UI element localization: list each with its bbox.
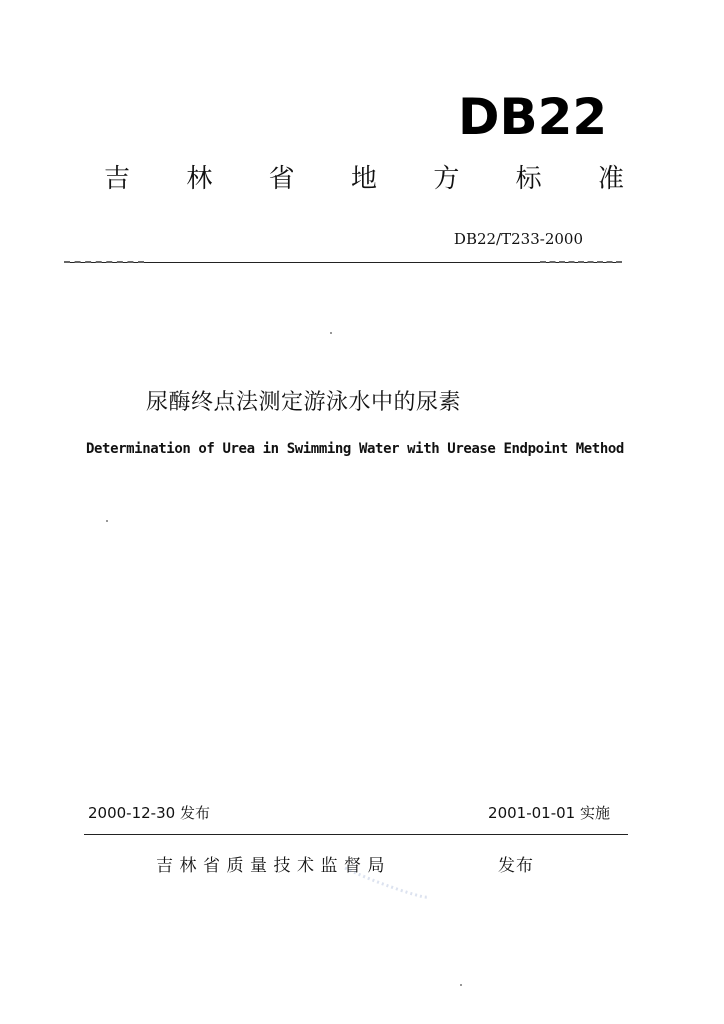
publish-label: 发布: [498, 856, 534, 876]
standard-number: DB22/T233-2000: [453, 230, 583, 248]
header-divider-dash-left: [64, 261, 144, 263]
implementation-date: 2001-01-01 实施: [488, 804, 610, 822]
header-divider: [64, 262, 622, 263]
standard-type-char: 方: [433, 164, 460, 194]
standard-type-char: 省: [268, 164, 295, 194]
scan-speck: [460, 984, 462, 986]
standard-type-char: 林: [186, 164, 213, 194]
scan-speck: [106, 520, 108, 522]
standard-type-char: 吉: [104, 164, 131, 194]
issue-date: 2000-12-30 发布: [88, 804, 210, 822]
faint-stamp-mark: [340, 860, 430, 900]
scan-speck: [330, 332, 332, 334]
standard-type-heading: [104, 166, 624, 192]
header-divider-dash-right: [540, 261, 622, 263]
standard-type-char: 标: [515, 164, 542, 194]
standard-type-char: 地: [350, 164, 377, 194]
publisher-name: 吉林省质量技术监督局: [156, 856, 391, 876]
document-title-chinese: 尿酶终点法测定游泳水中的尿素: [146, 390, 462, 415]
footer-divider: [84, 834, 628, 835]
standard-type-char: 准: [597, 164, 624, 194]
standard-code-mark: DB22: [458, 88, 608, 146]
document-title-english: Determination of Urea in Swimming Water with Urease Endpoint Method: [86, 441, 624, 457]
